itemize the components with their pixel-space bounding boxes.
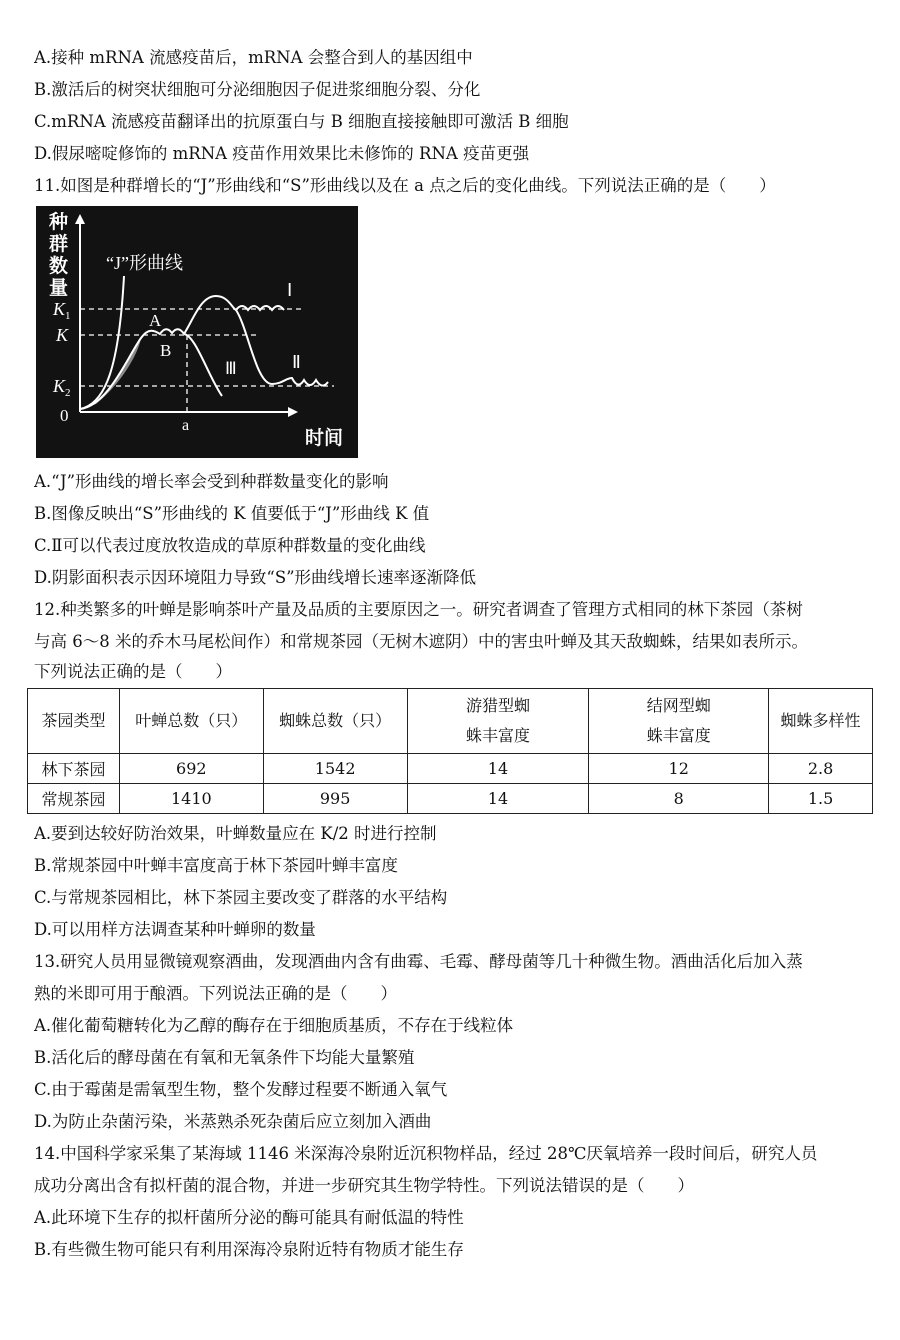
q11-option-b: B.图像反映出“S”形曲线的 K 值要低于“J”形曲线 K 值 bbox=[34, 504, 430, 523]
q10-option-c: C.mRNA 流感疫苗翻译出的抗原蛋白与 B 细胞直接接触即可激活 B 细胞 bbox=[34, 112, 569, 131]
x-mark-label: a bbox=[182, 417, 190, 434]
table-cell: 692 bbox=[119, 754, 263, 784]
population-growth-figure bbox=[36, 206, 358, 458]
curve-3-label: Ⅲ bbox=[225, 359, 237, 378]
q11-stem: 11.如图是种群增长的“J”形曲线和“S”形曲线以及在 a 点之后的变化曲线。下列说法正确的是（ ） bbox=[34, 176, 776, 195]
y-axis-label-1: 种 bbox=[49, 212, 69, 233]
q12-option-d: D.可以用样方法调查某种叶蝉卵的数量 bbox=[34, 920, 316, 939]
table-cell: 2.8 bbox=[769, 754, 873, 784]
q14-option-b: B.有些微生物可能只有利用深海冷泉附近特有物质才能生存 bbox=[34, 1240, 464, 1259]
table-cell: 常规茶园 bbox=[28, 784, 120, 814]
q11-option-a: A.“J”形曲线的增长率会受到种群数量变化的影响 bbox=[34, 472, 389, 491]
q13-stem-line-2: 熟的米即可用于酿酒。下列说法正确的是（ ） bbox=[34, 984, 397, 1003]
q10-option-b: B.激活后的树突状细胞可分泌细胞因子促进浆细胞分裂、分化 bbox=[34, 80, 481, 99]
table-row bbox=[28, 754, 873, 784]
q13-option-a: A.催化葡萄糖转化为乙醇的酶存在于细胞质基质，不存在于线粒体 bbox=[34, 1016, 514, 1035]
table-cell: 12 bbox=[589, 754, 769, 784]
header-web-spider-richness: 结网型蜘 蛛丰富度 bbox=[589, 689, 769, 754]
header-hunting-spider-richness: 游猎型蜘 蛛丰富度 bbox=[407, 689, 589, 754]
point-b-label: B bbox=[160, 341, 172, 360]
q12-option-c: C.与常规茶园相比，林下茶园主要改变了群落的水平结构 bbox=[34, 888, 448, 907]
j-curve-label: “J”形曲线 bbox=[106, 253, 183, 273]
q13-option-b: B.活化后的酵母菌在有氧和无氧条件下均能大量繁殖 bbox=[34, 1048, 415, 1067]
table-cell: 8 bbox=[589, 784, 769, 814]
q12-option-b: B.常规茶园中叶蝉丰富度高于林下茶园叶蝉丰富度 bbox=[34, 856, 398, 875]
q14-stem-line-2: 成功分离出含有拟杆菌的混合物，并进一步研究其生物学特性。下列说法错误的是（ ） bbox=[34, 1176, 694, 1195]
header-leafhopper-total: 叶蝉总数（只） bbox=[119, 689, 263, 754]
curve-3 bbox=[184, 334, 222, 396]
table-cell: 林下茶园 bbox=[28, 754, 120, 784]
q12-stem-line-1: 12.种类繁多的叶蝉是影响茶叶产量及品质的主要原因之一。研究者调查了管理方式相同的林下茶园（茶树 bbox=[34, 600, 803, 619]
q12-option-a: A.要到达较好防治效果，叶蝉数量应在 K/2 时进行控制 bbox=[34, 824, 437, 843]
curve-2 bbox=[236, 310, 328, 386]
y-axis-arrow bbox=[75, 214, 85, 224]
table-cell: 14 bbox=[407, 754, 589, 784]
y-axis-label-4: 量 bbox=[49, 278, 69, 299]
k2-label: $K_2$ bbox=[53, 376, 71, 399]
q14-option-a: A.此环境下生存的拟杆菌所分泌的酶可能具有耐低温的特性 bbox=[34, 1208, 464, 1227]
q11-option-c: C.Ⅱ可以代表过度放牧造成的草原种群数量的变化曲线 bbox=[34, 536, 426, 555]
y-axis-label-3: 数 bbox=[49, 256, 69, 277]
x-axis-arrow bbox=[288, 407, 298, 417]
q14-stem-line-1: 14.中国科学家采集了某海域 1146 米深海冷泉附近沉积物样品，经过 28℃厌氧培养一段时间后，研究人员 bbox=[34, 1144, 818, 1163]
origin-label: 0 bbox=[60, 406, 69, 425]
curve-1 bbox=[184, 296, 284, 334]
q10-option-d: D.假尿嘧啶修饰的 mRNA 疫苗作用效果比未修饰的 RNA 疫苗更强 bbox=[34, 144, 530, 163]
point-a-label: A bbox=[149, 311, 162, 330]
table-cell: 995 bbox=[263, 784, 407, 814]
q12-stem-line-3: 下列说法正确的是（ ） bbox=[34, 662, 232, 681]
curve-1-label: Ⅰ bbox=[287, 280, 293, 300]
header-garden-type: 茶园类型 bbox=[28, 689, 120, 754]
table-cell: 1.5 bbox=[769, 784, 873, 814]
q12-stem-line-2: 与高 6～8 米的乔木马尾松间作）和常规茶园（无树木遮阴）中的害虫叶蝉及其天敌蜘蛛，结果如表所示。 bbox=[34, 632, 808, 651]
q13-stem-line-1: 13.研究人员用显微镜观察酒曲，发现酒曲内含有曲霉、毛霉、酵母菌等几十种微生物。酒曲活化后加入蒸 bbox=[34, 952, 803, 971]
table-header-row bbox=[28, 689, 873, 754]
table-cell: 1410 bbox=[119, 784, 263, 814]
curve-2-label: Ⅱ bbox=[292, 352, 301, 372]
table-row bbox=[28, 784, 873, 814]
table-cell: 14 bbox=[407, 784, 589, 814]
tea-garden-table bbox=[27, 688, 873, 814]
x-axis-label: 时间 bbox=[305, 428, 344, 449]
q13-option-d: D.为防止杂菌污染，米蒸熟杀死杂菌后应立刻加入酒曲 bbox=[34, 1112, 432, 1131]
q11-option-d: D.阴影面积表示因环境阻力导致“S”形曲线增长速率逐渐降低 bbox=[34, 568, 477, 587]
q10-option-a: A.接种 mRNA 流感疫苗后，mRNA 会整合到人的基因组中 bbox=[34, 48, 473, 67]
k1-label: $K_1$ bbox=[53, 299, 71, 322]
table-cell: 1542 bbox=[263, 754, 407, 784]
y-axis-label-2: 群 bbox=[49, 234, 69, 255]
k-label: K bbox=[56, 325, 69, 345]
j-curve bbox=[80, 276, 124, 409]
q13-option-c: C.由于霉菌是需氧型生物，整个发酵过程要不断通入氧气 bbox=[34, 1080, 448, 1099]
header-spider-diversity: 蜘蛛多样性 bbox=[769, 689, 873, 754]
header-spider-total: 蜘蛛总数（只） bbox=[263, 689, 407, 754]
